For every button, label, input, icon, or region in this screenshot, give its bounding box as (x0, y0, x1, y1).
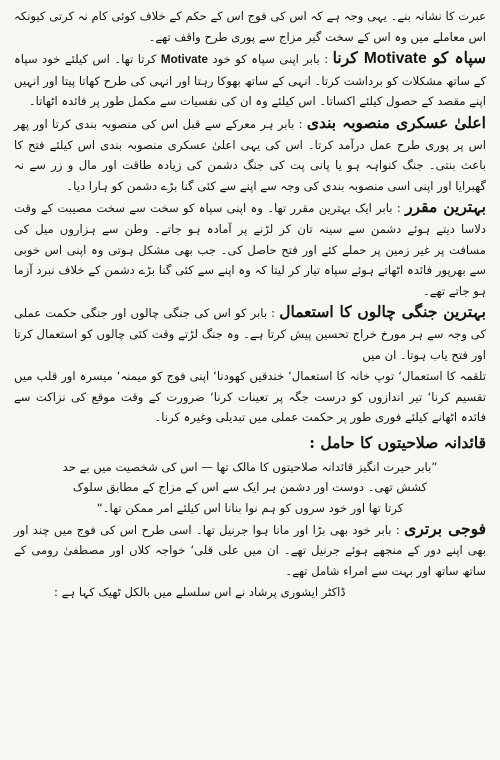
quote-line: ”بابر حیرت انگیز قائدانہ صلاحیتوں کا مالک تھا — اس کی شخصیت میں بے حد (62, 459, 438, 474)
section-military (14, 519, 486, 582)
body-military: : بابر خود بھی بڑا اور مانا ہوا جرنیل تھا۔ اسی طرح اس کی فوج میں چند اور بھی اپنے دور کے منجھے ہوئے جرنیل تھے۔ ان میں علی قلی‘ خواجہ کلاں اور مصطفیٰ رومی کے ساتھ ساتھ اور بہت سے امراء شامل تھے۔ (14, 522, 486, 578)
section-orator (14, 197, 486, 301)
heading-military: فوجی برتری (404, 518, 486, 538)
body-motivate-b: کرتا تھا۔ اس کیلئے خود سپاہ کے ساتھ مشکلات کو برداشت کرتا۔ انہی کے ساتھ بھوکا رہتا اور انہی کی طرح کھاتا پیتا اور انہیں اپنے مقصد کے حصول کیلئے اکساتا۔ اس کیلئے وہ ان کی نفسیات سے مکمل طور پر فائدہ اٹھاتا۔ (14, 52, 486, 109)
body-motivate-en: Motivate (160, 53, 208, 67)
quote-line: کشش تھی۔ دوست اور دشمن ہر ایک سے اس کے مزاج کے مطابق سلوک (72, 480, 428, 495)
heading-planning: اعلیٰ عسکری منصوبہ بندی (306, 112, 486, 132)
section-motivate (14, 48, 486, 112)
leadership-quote (14, 457, 486, 519)
heading-leadership: قائدانہ صلاحیتوں کا حامل : (309, 432, 486, 452)
heading-motivate: سپاہ کو Motivate کرنا (332, 48, 486, 68)
intro-paragraph: عبرت کا نشانہ بنے۔ یہی وجہ ہے کہ اس کی فوج اس کے حکم کے خلاف کوئی کام نہ کرتی کیونکہ اس معاملے میں وہ اس کے سخت گیر مزاج سے پوری طرح واقف تھے۔ (14, 9, 486, 44)
section-planning (14, 113, 486, 196)
section-tactics (14, 302, 486, 365)
body-orator: : بابر ایک بہترین مقرر تھا۔ وہ اپنی سپاہ کو سخت سے سخت مصیبت کے وقت دلاسا دیتے ہوئے دشمن سے سینہ تان کر لڑنے پر آمادہ ہو جاتے۔ وطن سے ہزاروں میل کی مسافت پر غیر زمین پر حملے کئے اور فتح حاصل کی۔ جب بھی مشکل ہوتی وہ اپنی اس خوبی سے بھرپور فائدہ اٹھاتے ہوئے سپاہ تیار کر لیتا کہ وہ اپنے سے کئی گنا بڑے دشمن کے خلاف نبرد آزما ہو جاتے تھے۔ (14, 201, 486, 298)
body-motivate-a: : بابر اپنی سپاہ کو خود (212, 52, 329, 67)
closing-line: ڈاکٹر ایشوری پرشاد نے اس سلسلے میں بالکل ٹھیک کہا ہے : (54, 585, 346, 600)
body-planning: : بابر ہر معرکے سے قبل اس کی منصوبہ بندی کرتا اور پھر اس پر پوری طرح عمل درآمد کرتا۔ اس کی یہی اعلیٰ عسکری منصوبہ بندی اس کیلئے فتح کا باعث بنتی۔ جنگ کنواہہ ہو یا پانی پت کی جنگ دشمن کی زیادہ طاقت اور مال و زر سے نہ گھبرایا اور اپنی اسی منصوبہ بندی کی وجہ سے اپنے سے کئی گنا بڑے دشمن کو ہارا دیا۔ (14, 116, 486, 193)
body-tactics: : بابر کو اس کی جنگی چالوں اور جنگی حکمت عملی کی وجہ سے ہر مورخ خراج تحسین پیش کرتا ہے۔ وہ جنگ لڑتے وقت کئی چالوں کو استعمال کرتا اور فتح یاب ہوتا۔ ان میں (14, 306, 486, 362)
tactics-list: تلقمہ کا استعمال‘ توپ خانہ کا استعمال‘ خندقیں کھودنا‘ اپنی فوج کو میمنہ‘ میسرہ اور قلب میں تقسیم کرنا‘ تیر اندازوں کو درست جگہ پر تعینات کرنا‘ ضرورت کے وقت موقع کی نزاکت سے فائدہ اٹھانے کیلئے فوری طور پر حکمت عملی میں تبدیلی وغیرہ کرنا۔ (14, 369, 486, 425)
heading-orator: بہترین مقرر (405, 197, 486, 217)
quote-line: کرتا تھا اور خود سروں کو ہم نوا بنانا اس کیلئے امر ممکن تھا۔“ (96, 501, 404, 516)
heading-tactics: بہترین جنگی چالوں کا استعمال (279, 302, 486, 322)
